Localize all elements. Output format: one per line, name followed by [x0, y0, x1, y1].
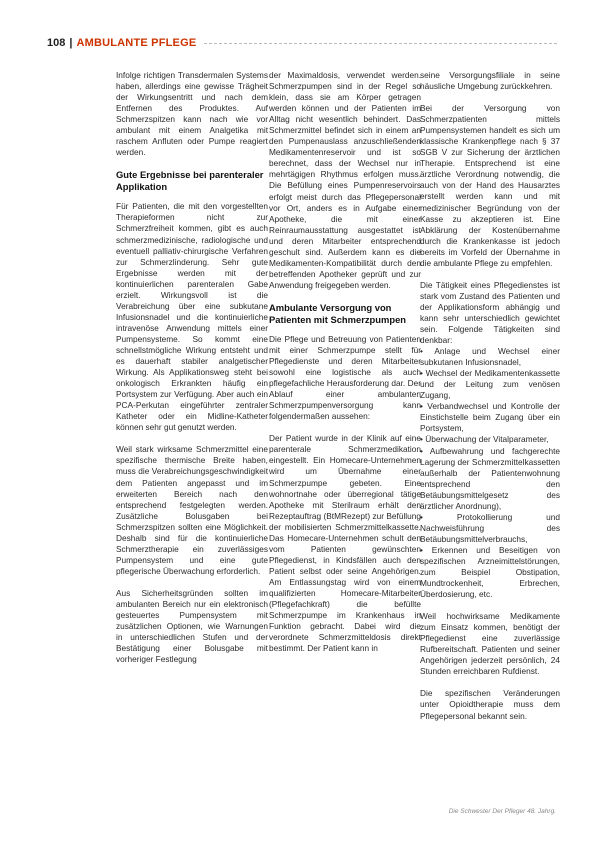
- page-header: [47, 36, 557, 50]
- text-column-1: [116, 70, 268, 676]
- list-item: • Wechsel der Medikamentenkassette und der Leitung zum venösen Zugang,: [420, 368, 560, 401]
- paragraph: Die Tätigkeit eines Pflegedienstes ist stark vom Zustand des Patienten und der Applikationsform abhängig und kann sehr unterschiedlich gewichtet sein. Folgende Tätigkeiten sind denkbar:: [420, 279, 560, 346]
- list-item: • Anlage und Wechsel einer subkutanen Infusionsnadel,: [420, 346, 560, 368]
- paragraph: Der Patient wurde in der Klinik auf eine parenterale Schmerzmedikation eingestellt. Ein Homecare-Unternehmen wird um Übernahme einer Schmerzpumpe gebeten. Eine wohnortnahe oder überregional tätige Apotheke mit Sterilraum erhält den Rezeptauftrag (BtMRezept) zur Befüllung der mobilisierten Schmerzmittelkassette. Das Homecare-Unternehmen schult den vom Patienten gewünschten Pflegedienst, in Kindsfällen auch den Patient selbst oder seine Angehörigen. Am Entlassungstag wird von einem qualifizierten Homecare-Mitarbeiter (Pflegefachkraft) die befüllte Schmerzpumpe im Krankenhaus in Funktion gebracht. Dabei wird die verordnete Schmerzmitteldosis direkt bestimmt. Der Patient kann in: [269, 433, 421, 654]
- paragraph: Bei der Versorgung von Schmerzpatienten mittels Pumpensystemen handelt es sich um klassische Krankenpflege nach § 37 SGB V zur Sicherung der ärztlichen Therapie. Entsprechend ist eine ärztliche Verordnung notwendig, die auch von der Hand des Hausarztes erstellt werden kann und mit medizinischer Begründung von der Kasse zu akzeptieren ist. Eine Abklärung der Kostenübernahme durch die Krankenkasse ist jedoch bereits im Vorfeld der Übernahme in die ambulante Pflege zu empfehlen.: [420, 103, 560, 268]
- paragraph: Die spezifischen Veränderungen unter Opioidtherapie muss dem Pflegepersonal bekannt sein.: [420, 688, 560, 721]
- paragraph: Infolge richtigen Transdermalen Systems haben, allerdings eine gewisse Trägheit der Wirkungsentritt und nach dem Entfernen des Produktes. Auf Schmerzspitzen kann nach wie vor ambulant mit einem Analgetika mit raschem Anfluten oder Pumpe reagiert werden.: [116, 70, 268, 158]
- header-separator: |: [69, 37, 73, 49]
- section-title: AMBULANTE PFLEGE: [76, 37, 197, 49]
- list-item: • Aufbewahrung und fachgerechte Lagerung der Schmerzmittelkassetten außerhalb der Patientenwohnung entsprechend den Betäubungsmittelgesetz des ärztlicher Anordnung),: [420, 445, 560, 511]
- list-item: • Erkennen und Beseitigen von spezifischen Arzneimittelstörungen, zum Beispiel Obstipation, Mundtrockenheit, Erbrechen, Überdosierung, etc.: [420, 544, 560, 600]
- list-item: • Überwachung der Vitalparameter,: [420, 434, 549, 445]
- list-item: • Verbandwechsel und Kontrolle der Einstichstelle beim Zugang über ein Portsystem,: [420, 401, 560, 434]
- task-list: [420, 346, 560, 600]
- subheading: Ambulante Versorgung von Patienten mit Schmerzpumpen: [269, 301, 407, 325]
- paragraph: Für Patienten, die mit den vorgestellten Therapieformen nicht zur Schmerzfreiheit kommen, gibt es auch schmerzmedizinische, radiologische und eventuell palliativ-chirurgische Verfahren zur Schmerzlinderung. Sehr gute Ergebnisse werden mit der kontinuierlichen parenteralen Gabe erzielt. Wirkungsvoll ist die Verabreichung über eine subkutane Infusionsnadel und die kontinuierliche intravenöse Anwendung mittels einer Pumpensysteme. So kommt eine schnellstmögliche Wirkung entsteht und es dauerhaft stabiler analgetischer Wirkung. Als Applikationsweg steht bei onkologisch Erkrankten häufig ein Portsystem zur Verfügung. Aber auch ein PCA-Perkutan eingeführter zentraler Katheter oder ein Midline-Katheter können sehr gut genutzt werden.: [116, 201, 268, 433]
- text-column-3: [420, 70, 560, 733]
- page-footer: Die Schwester Der Pfleger 48. Jahrg.: [448, 808, 556, 815]
- list-item: • Protokollierung und Nachweisführung des Betäubungsmittelverbrauchs,: [420, 511, 560, 544]
- paragraph: Weil hochwirksame Medikamente zum Einsatz kommen, benötigt der Pflegedienst eine zuverlässige Rufbereitschaft. Patienten und seiner Angehörigen jederzeit persönlich, 24 Stunden erreichbaren Rufdienst.: [420, 611, 560, 677]
- paragraph: Aus Sicherheitsgründen sollten im ambulanten Bereich nur ein elektronisch gesteuertes Pumpensystem mit zusätzlichen Optionen, wie Warnungen in unterschiedlichen Stufen und der Bestätigung einer Bolusgabe mit vorheriger Festlegung: [116, 587, 268, 665]
- paragraph: der Maximaldosis, verwendet werden. Schmerzpumpen sind in der Regel so klein, dass sie am Körper getragen werden können und der Patienten im Alltag nicht wesentlich behindert. Das Schmerzmittel befindet sich in einem an den Pumpenauslass anzuschließenden Medikamentenreservoir und ist so berechnet, dass der Wechsel nur in mehrtägigen Rhythmus erfolgen muss. Die Befüllung eines Pumpenreservoirs erfolgt meist durch das Pflegepersonal vor Ort, anders es in Aufgabe einer Apotheke, die mit einer Reinraumausstattung ausgestattet ist und deren Mitarbeiter entsprechend geschult sind. Außerdem kann es die Medikamenten-Kompatibilität durch den betreffenden Apotheker geprüft und zur Anwendung freigegeben werden.: [269, 70, 421, 290]
- header-rule: [204, 43, 557, 44]
- paragraph: seine Versorgungsfiliale in seine häusliche Umgebung zurückkehren.: [420, 70, 560, 92]
- paragraph: Weil stark wirksame Schmerzmittel eine spezifische thermische Breite haben, muss die Verabreichungsgeschwindigkeit dem Patienten angepasst und im erweiterten Bereich nach den entsprechend festgelegten werden. Zusätzliche Bolusgaben bei Schmerzspitzen sollten eine Möglichkeit. Deshalb sind für die kontinuierliche Schmerztherapie ein zuverlässiges Pumpensystem und eine gute pflegerische Überwachung erforderlich.: [116, 444, 268, 576]
- page-number: 108: [47, 37, 66, 49]
- subheading: Gute Ergebnisse bei parenteraler Applikation: [116, 169, 264, 193]
- paragraph: Die Pflege und Betreuung von Patienten mit einer Schmerzpumpe stellt für Pflegedienste und deren Mitarbeiter sowohl eine logistische als auch pflegefachliche Herausforderung dar. Der Ablauf einer ambulanten Schmerzpumpenversorgung kann folgendermaßen aussehen:: [269, 333, 421, 422]
- text-column-2: [269, 70, 421, 665]
